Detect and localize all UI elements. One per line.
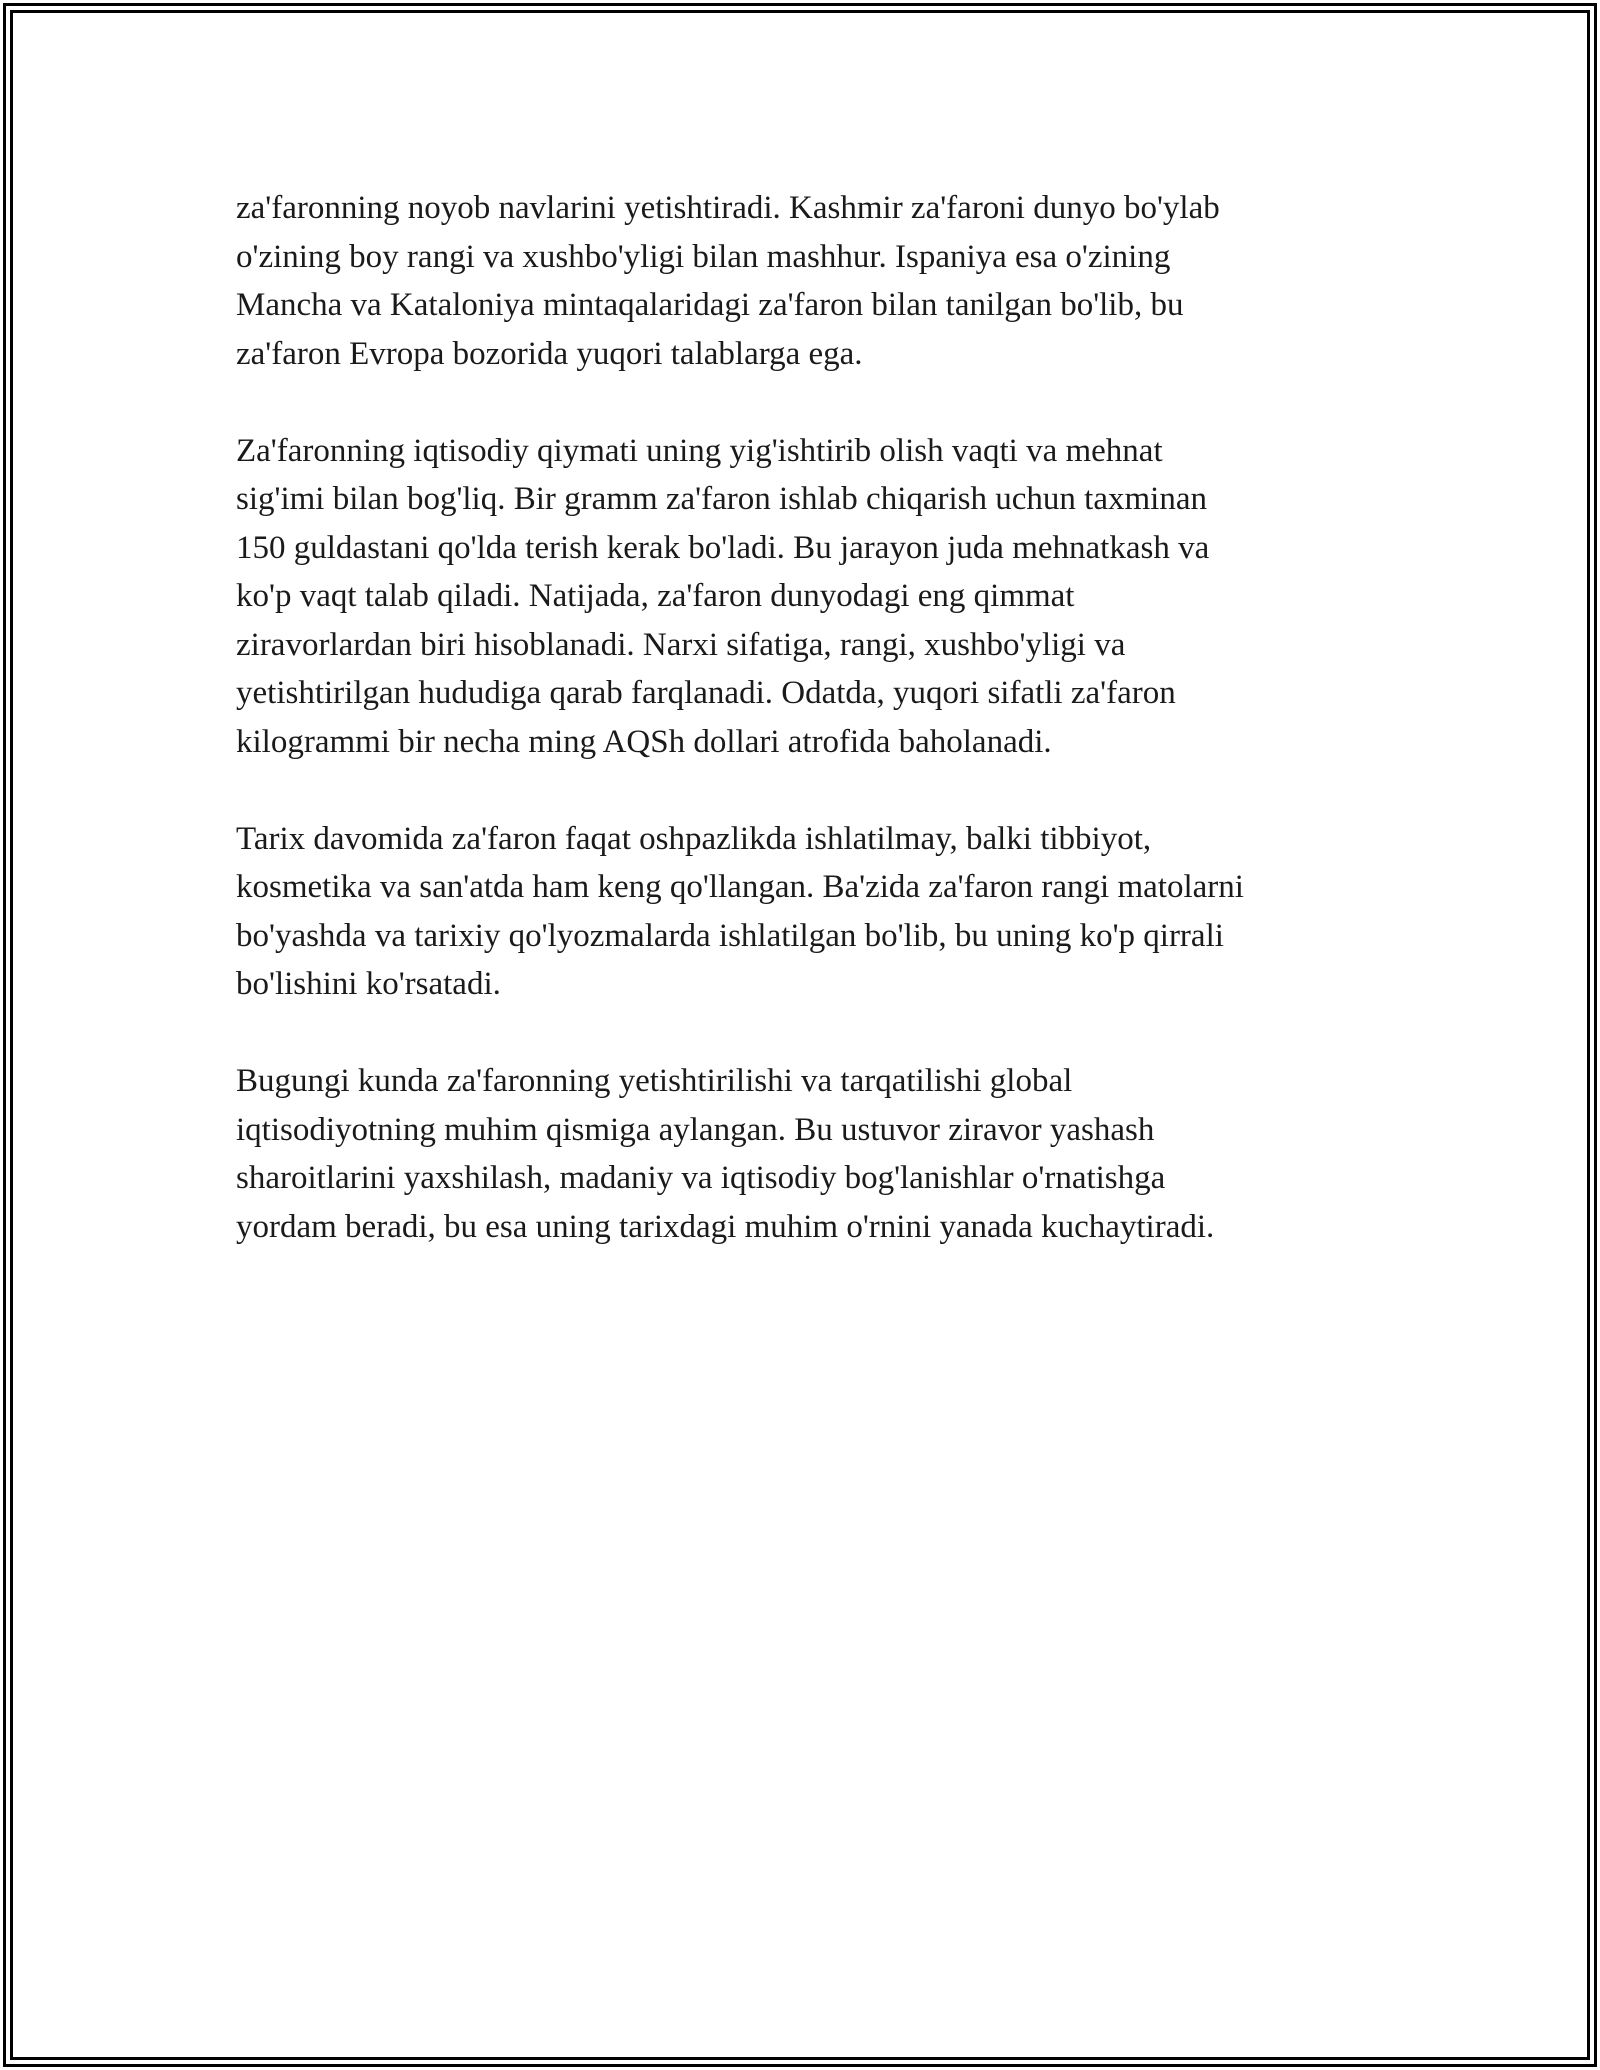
document-body (236, 184, 1376, 1300)
text-line: za'faron Evropa bozorida yuqori talablarga ega. (236, 335, 863, 372)
text-line: yetishtirilgan hududiga qarab farqlanadi. Odatda, yuqori sifatli za'faron (236, 675, 1176, 711)
paragraph (236, 184, 1376, 378)
text-line: Tarix davomida za'faron faqat oshpazlikda ishlatilmay, balki tibbiyot, (236, 820, 1152, 857)
text-line: kilogrammi bir necha ming AQSh dollari atrofida baholanadi. (236, 723, 1052, 760)
text-line: bo'yashda va tarixiy qo'lyozmalarda ishlatilgan bo'lib, bu uning ko'p qirrali (236, 917, 1224, 954)
paragraph (236, 1057, 1376, 1251)
text-line: iqtisodiyotning muhim qismiga aylangan. Bu ustuvor ziravor yashash (236, 1111, 1155, 1148)
text-line: 150 guldastani qo'lda terish kerak bo'ladi. Bu jarayon juda mehnatkash va (236, 529, 1210, 566)
text-line: sig'imi bilan bog'liq. Bir gramm za'faron ishlab chiqarish uchun taxminan (236, 481, 1207, 517)
text-line: kosmetika va san'atda ham keng qo'llangan. Ba'zida za'faron rangi matolarni (236, 869, 1244, 905)
text-line: bo'lishini ko'rsatadi. (236, 966, 501, 1002)
text-line: ko'p vaqt talab qiladi. Natijada, za'faron dunyodagi eng qimmat (236, 578, 1075, 614)
text-line: yordam beradi, bu esa uning tarixdagi muhim o'rnini yanada kuchaytiradi. (236, 1208, 1215, 1245)
text-line: sharoitlarini yaxshilash, madaniy va iqtisodiy bog'lanishlar o'rnatishga (236, 1160, 1166, 1196)
text-line: za'faronning noyob navlarini yetishtiradi. Kashmir za'faroni dunyo bo'ylab (236, 190, 1220, 226)
text-line: Mancha va Kataloniya mintaqalaridagi za'faron bilan tanilgan bo'lib, bu (236, 287, 1184, 323)
paragraph (236, 815, 1376, 1009)
text-line: o'zining boy rangi va xushbo'yligi bilan mashhur. Ispaniya esa o'zining (236, 238, 1171, 275)
text-line: Bugungi kunda za'faronning yetishtirilishi va tarqatilishi global (236, 1063, 1073, 1099)
text-line: Za'faronning iqtisodiy qiymati uning yig'ishtirib olish vaqti va mehnat (236, 432, 1163, 469)
text-line: ziravorlardan biri hisoblanadi. Narxi sifatiga, rangi, xushbo'yligi va (236, 626, 1126, 663)
paragraph (236, 427, 1376, 767)
